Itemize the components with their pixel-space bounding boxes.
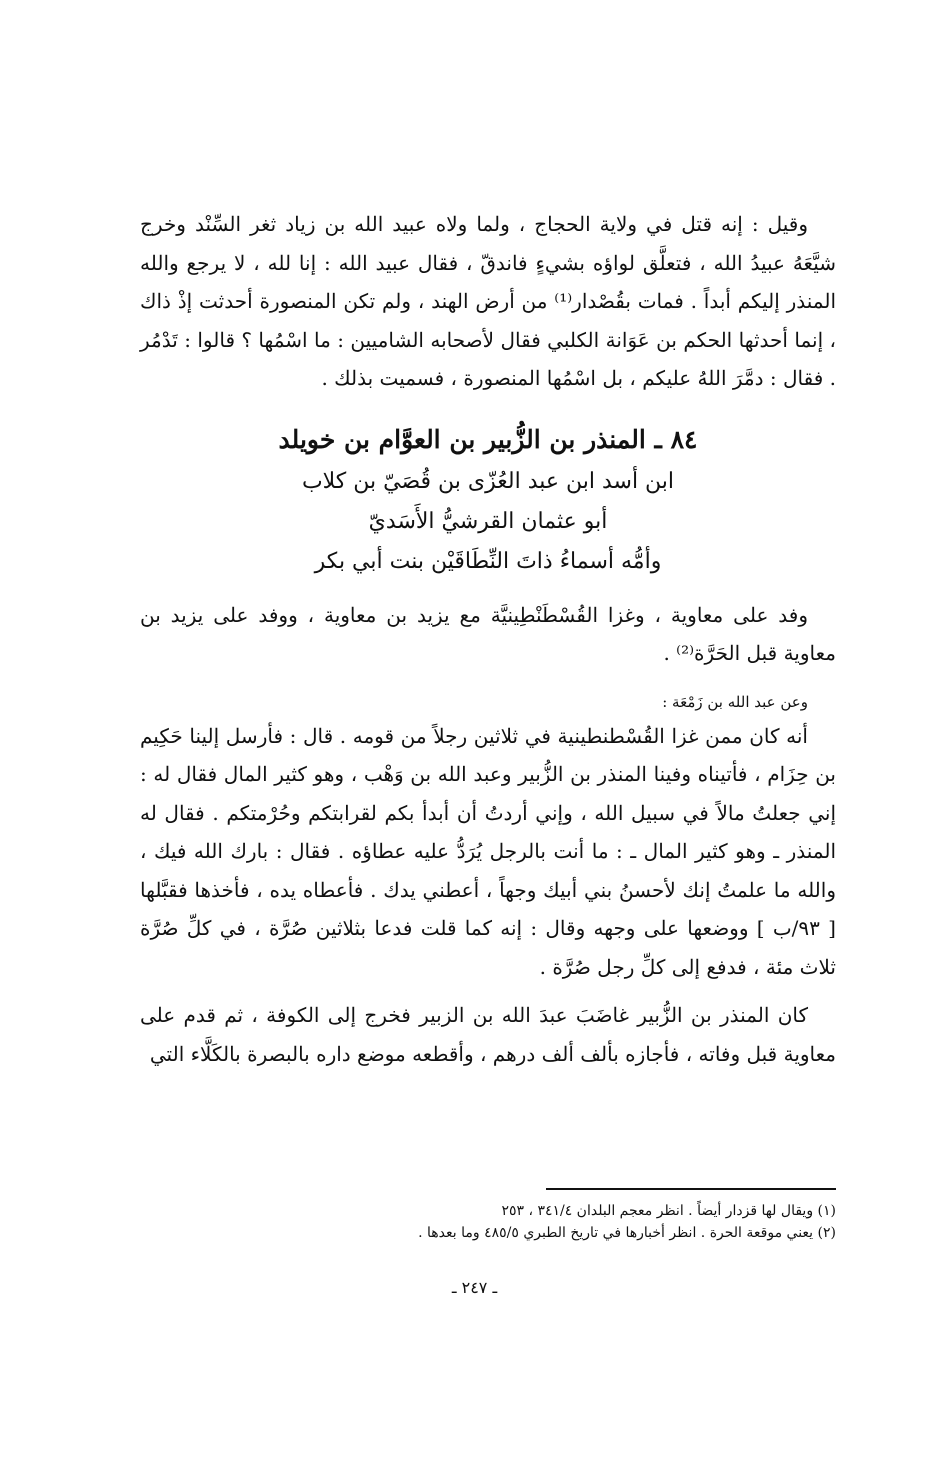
- entry-title: ٨٤ ـ المنذر بن الزُّبير بن العوَّام بن خويلد: [278, 424, 698, 454]
- page-number: ـ ٢٤٧ ـ: [451, 1278, 498, 1297]
- intro-paragraph: وقيل : إنه قتل في ولاية الحجاج ، ولما ولاه عبيد الله بن زياد ثغر السِّنْد وخرج شيَّعَهُ عبيدُ الله ، فتعلَّق لواؤه بشيءٍ فاندقّ ، فقال عبيد الله : إنا لله ، لا يرجع والله المنذر إليكم أبداً . فمات بقُصْدار⁽¹⁾ من أرض الهند ، ولم تكن المنصورة أحدثت إذْ ذاك ، إنما أحدثها الحكم بن عَوَانة الكلبي فقال لأصحابه الشاميين : ما اسْمُها ؟ قالوا : تَدْمُر . فقال : دمَّرَ اللهُ عليكم ، بل اسْمُها المنصورة ، فسميت بذلك .: [140, 212, 837, 390]
- entry-heading: [140, 418, 836, 582]
- footnote-1: (١) ويقال لها قزدار أيضاً . انظر معجم البلدان ٣٤١/٤ ، ٢٥٣: [501, 1203, 836, 1219]
- hadith-section: [140, 689, 836, 987]
- footnote-2: (٢) يعني موقعة الحرة . انظر أخبارها في تاريخ الطبري ٤٨٥/٥ وما بعدها .: [418, 1225, 836, 1241]
- closing-paragraph: كان المنذر بن الزُّبير غاضَبَ عبدَ الله بن الزبير فخرج إلى الكوفة ، ثم قدم على معاوية قبل وفاته ، فأجازه بألف ألف درهم ، وأقطعه موضع داره بالبصرة بالكَلَّاء التي: [140, 1003, 836, 1066]
- entry-mother: وأمُّه أسماءُ ذاتَ النِّطَاقَيْن بنت أبي بكر: [314, 548, 662, 574]
- footnote-list: [140, 1200, 836, 1244]
- hadith-paragraph: أنه كان ممن غزا القُسْطنطينية في ثلاثين رجلاً من قومه . قال : فأرسل إلينا حَكِيم بن حِزَام ، فأتيناه وفينا المنذر بن الزُّبير وعبد الله بن وَهْب ، وهو كثير المال فقال له : إني جعلتُ مالاً في سبيل الله ، وإني أردتُ أن أبدأ بكم لقرابتكم وحُرْمتكم . فقال له المنذر ـ وهو كثير المال ـ : ما أنت بالرجل يُرَدُّ عليه عطاؤه . فقال : بارك الله فيك ، والله ما علمتُ إنك لأحسنُ بني أبيك وجهاً ، أعطني يدك . فأعطاه يده ، فأخذها فقبَّلها [ ٩٣/ب ] ووضعها على وجهه وقال : إنه كما قلت فدعا بثلاثين صُرَّة ، في كلِّ صُرَّة ثلاث مئة ، فدفع إلى كلِّ رجل صُرَّة .: [140, 723, 836, 979]
- entry-kunya: أبو عثمان القرشيُّ الأَسَديّ: [368, 508, 608, 534]
- entry-lineage: ابن أسد ابن عبد العُزّى بن قُصَيّ بن كلاب: [301, 468, 675, 494]
- narrator-line: وعن عبد الله بن زَمْعَة :: [662, 692, 808, 711]
- page-body: [140, 205, 836, 1073]
- footnote-divider: [546, 1188, 836, 1190]
- closing-section: [140, 996, 836, 1073]
- bio-section: [140, 596, 836, 673]
- bio-paragraph: وفد على معاوية ، وغزا القُسْطَنْطِينيَّة مع يزيد بن معاوية ، ووفد على يزيد بن معاوية قبل الحَرَّة⁽²⁾ .: [140, 602, 836, 665]
